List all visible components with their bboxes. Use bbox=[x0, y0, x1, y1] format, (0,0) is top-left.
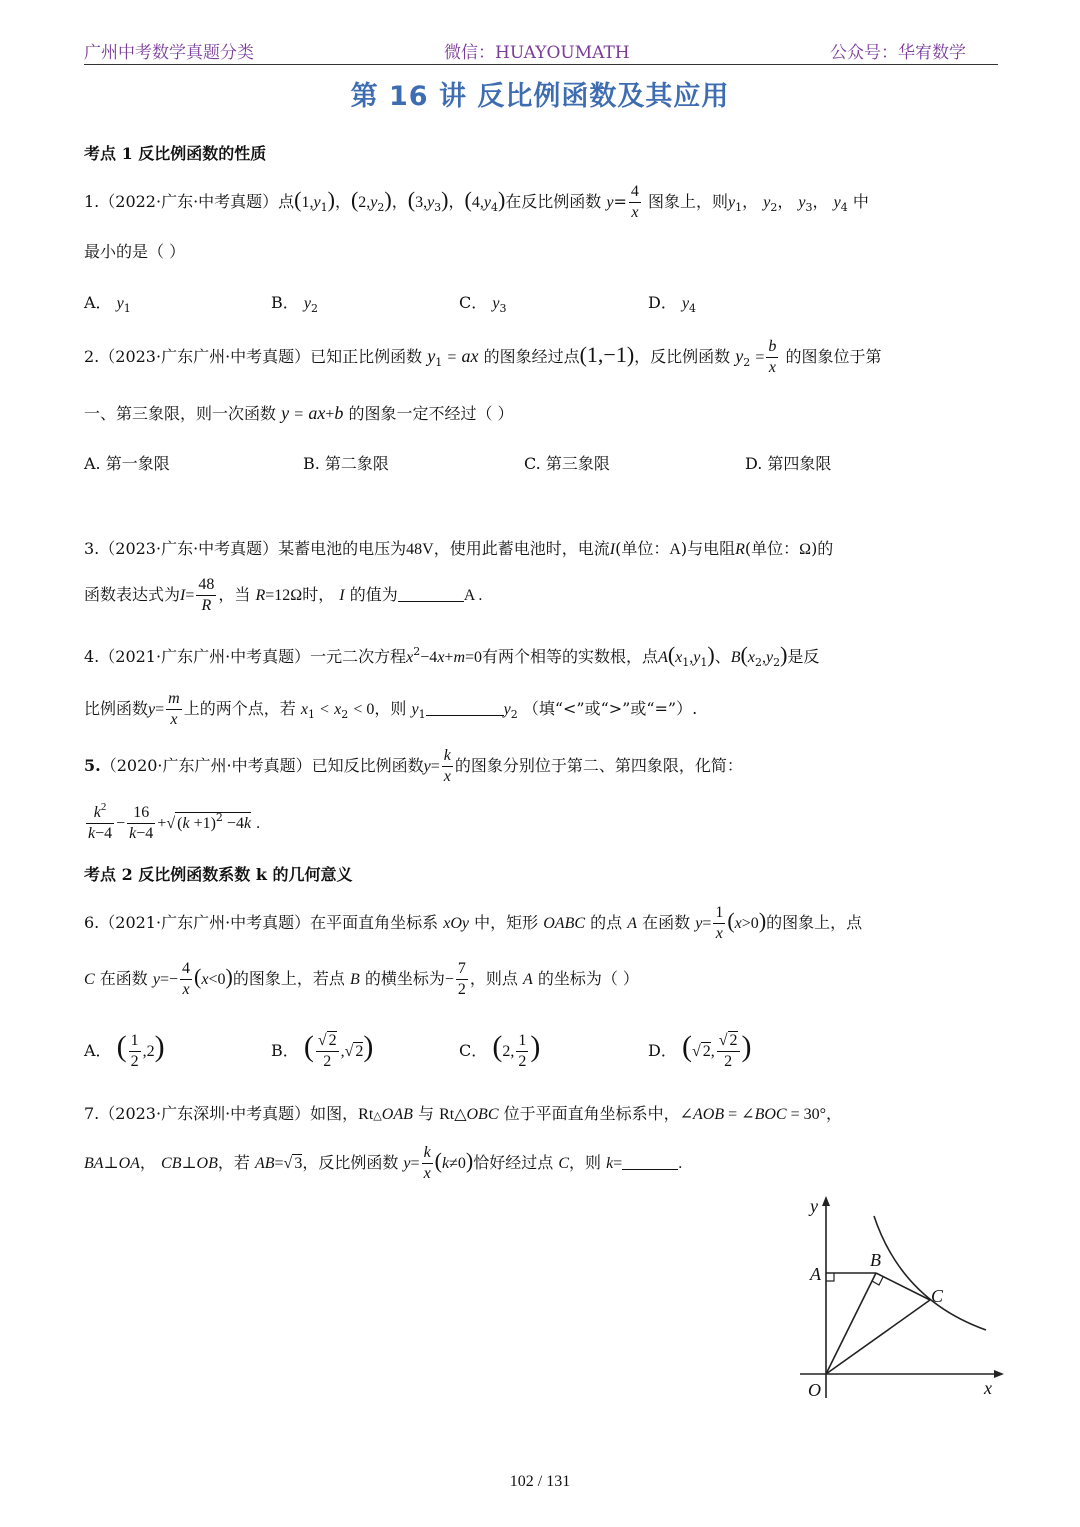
label-a: A bbox=[810, 1264, 821, 1284]
q4-line2: 比例函数y= $\frac{m}{x}$ 上的两个点，若 $x_1 < x_2 < 0$，则 $y_1$ $y_2$ （填“<”或“>”或“=”）. bbox=[84, 690, 698, 728]
q1-option-a[interactable]: A． $y_1$ bbox=[84, 293, 131, 315]
q1-option-d[interactable]: D． $y_4$ bbox=[648, 293, 697, 315]
q1-option-b[interactable]: B． $y_2$ bbox=[271, 293, 318, 315]
q2-option-a[interactable]: A. 第一象限 bbox=[84, 454, 170, 473]
right-angle-a bbox=[826, 1273, 834, 1281]
q6-option-c[interactable]: C． (2, $\frac{1}{2}$ ) bbox=[459, 1030, 541, 1070]
q3-answer-blank[interactable] bbox=[398, 601, 464, 602]
q6-line2: C 在函数 y=− $\frac{4}{x}$ (x<0)的图象上，若点 B 的横坐标为− $\frac{7}{2}$ ，则点 A 的坐标为（ ） bbox=[84, 960, 639, 998]
q3-line2: 函数表达式为I= $\frac{48}{R}$ ，当 R=12Ω时， I 的值为 A . bbox=[84, 576, 483, 614]
section-heading-2: 考点 2 反比例函数系数 k 的几何意义 bbox=[84, 865, 353, 884]
hyperbola-curve bbox=[874, 1216, 986, 1330]
question-1: 1.（2022·广东·中考真题）点$(1,y_1)$，$(2,y_2)$，$(3,y_3)$，$(4,y_4)$在反比例函数 y= $\frac{4}{x}$ 图象上，则$y_1$， $y_2$， $y_3$， $y_4$ 中 bbox=[84, 183, 869, 221]
q6-option-b[interactable]: B． ( $\frac{√ 2}{2}$ ,√ 2) bbox=[271, 1030, 374, 1070]
section-heading-1: 考点 1 反比例函数的性质 bbox=[84, 144, 267, 163]
q1-line2: 最小的是（ ） bbox=[84, 242, 186, 261]
geometry-figure bbox=[790, 1190, 1010, 1415]
question-6: 6.（2021·广东广州·中考真题）在平面直角坐标系 xOy 中，矩形 OABC 的点 A 在函数 y= $\frac{1}{x}$ (x>0)的图象上，点 bbox=[84, 904, 863, 942]
label-x: x bbox=[984, 1378, 992, 1398]
q7-line2: BA⊥OA， CB⊥OB，若 AB=√ 3，反比例函数 y= $\frac{k}{x}$ (k≠0)恰好经过点 C，则 k= . bbox=[84, 1144, 683, 1182]
label-b: B bbox=[870, 1250, 881, 1270]
y-arrow bbox=[822, 1196, 830, 1206]
question-4: 4.（2021·广东广州·中考真题）一元二次方程$x^2-4x+m=0$有两个相等的实数根，点$A(x_1,y_1)$、$B(x_2,y_2)$是反 bbox=[84, 642, 820, 669]
header-right: 公众号：华宥数学 bbox=[830, 43, 966, 63]
segment-oc bbox=[826, 1300, 930, 1374]
q2-option-c[interactable]: C. 第三象限 bbox=[524, 454, 610, 473]
segment-bc bbox=[876, 1273, 930, 1300]
q5-expression: $\frac{k^2}{k-4}$ − $\frac{16}{k-4}$ +√ $(k +1)^2 -4k$ . bbox=[88, 801, 261, 842]
q6-option-d[interactable]: D． (√ 2, $\frac{√ 2}{2}$ ) bbox=[648, 1030, 752, 1070]
q6-option-a[interactable]: A． ( $\frac{1}{2}$ ,2) bbox=[84, 1030, 165, 1070]
q7-answer-blank[interactable] bbox=[622, 1169, 678, 1170]
header-divider bbox=[84, 64, 998, 65]
x-arrow bbox=[994, 1370, 1004, 1378]
header-center: 微信：HUAYOUMATH bbox=[444, 43, 630, 63]
page-number: 102 / 131 bbox=[509, 1473, 571, 1490]
label-y: y bbox=[810, 1196, 818, 1216]
q2-option-d[interactable]: D. 第四象限 bbox=[745, 454, 832, 473]
question-5: 5.（2020·广东广州·中考真题）已知反比例函数y= $\frac{k}{x}$ 的图象分别位于第二、第四象限，化简： bbox=[84, 747, 743, 785]
segment-ob bbox=[826, 1273, 876, 1374]
page-title: 第 16 讲 反比例函数及其应用 bbox=[350, 81, 730, 112]
q1-option-c[interactable]: C． $y_3$ bbox=[459, 293, 507, 315]
q2-line2: 一、第三象限，则一次函数 y = ax+b 的图象一定不经过（ ） bbox=[84, 403, 514, 423]
q1-lead: 1.（2022·广东·中考真题）点 bbox=[84, 192, 295, 211]
label-o: O bbox=[808, 1380, 821, 1400]
question-3: 3.（2023·广东·中考真题）某蓄电池的电压为48V，使用此蓄电池时，电流I(单位：A)与电阻R(单位：Ω)的 bbox=[84, 539, 834, 558]
question-2: 2.（2023·广东广州·中考真题）已知正比例函数 $y_1$ = ax 的图象经过点(1,−1)，反比例函数 $y_2$ = $\frac{b}{x}$ 的图象位于第 bbox=[84, 338, 882, 376]
q2-option-b[interactable]: B. 第二象限 bbox=[303, 454, 389, 473]
label-c: C bbox=[931, 1286, 944, 1306]
q4-answer-blank[interactable] bbox=[426, 715, 504, 716]
question-7: 7.（2023·广东深圳·中考真题）如图，Rt△OAB 与 Rt△OBC 位于平面直角坐标系中，∠AOB = ∠BOC = 30°， bbox=[84, 1104, 842, 1123]
header-left: 广州中考数学真题分类 bbox=[84, 43, 254, 63]
